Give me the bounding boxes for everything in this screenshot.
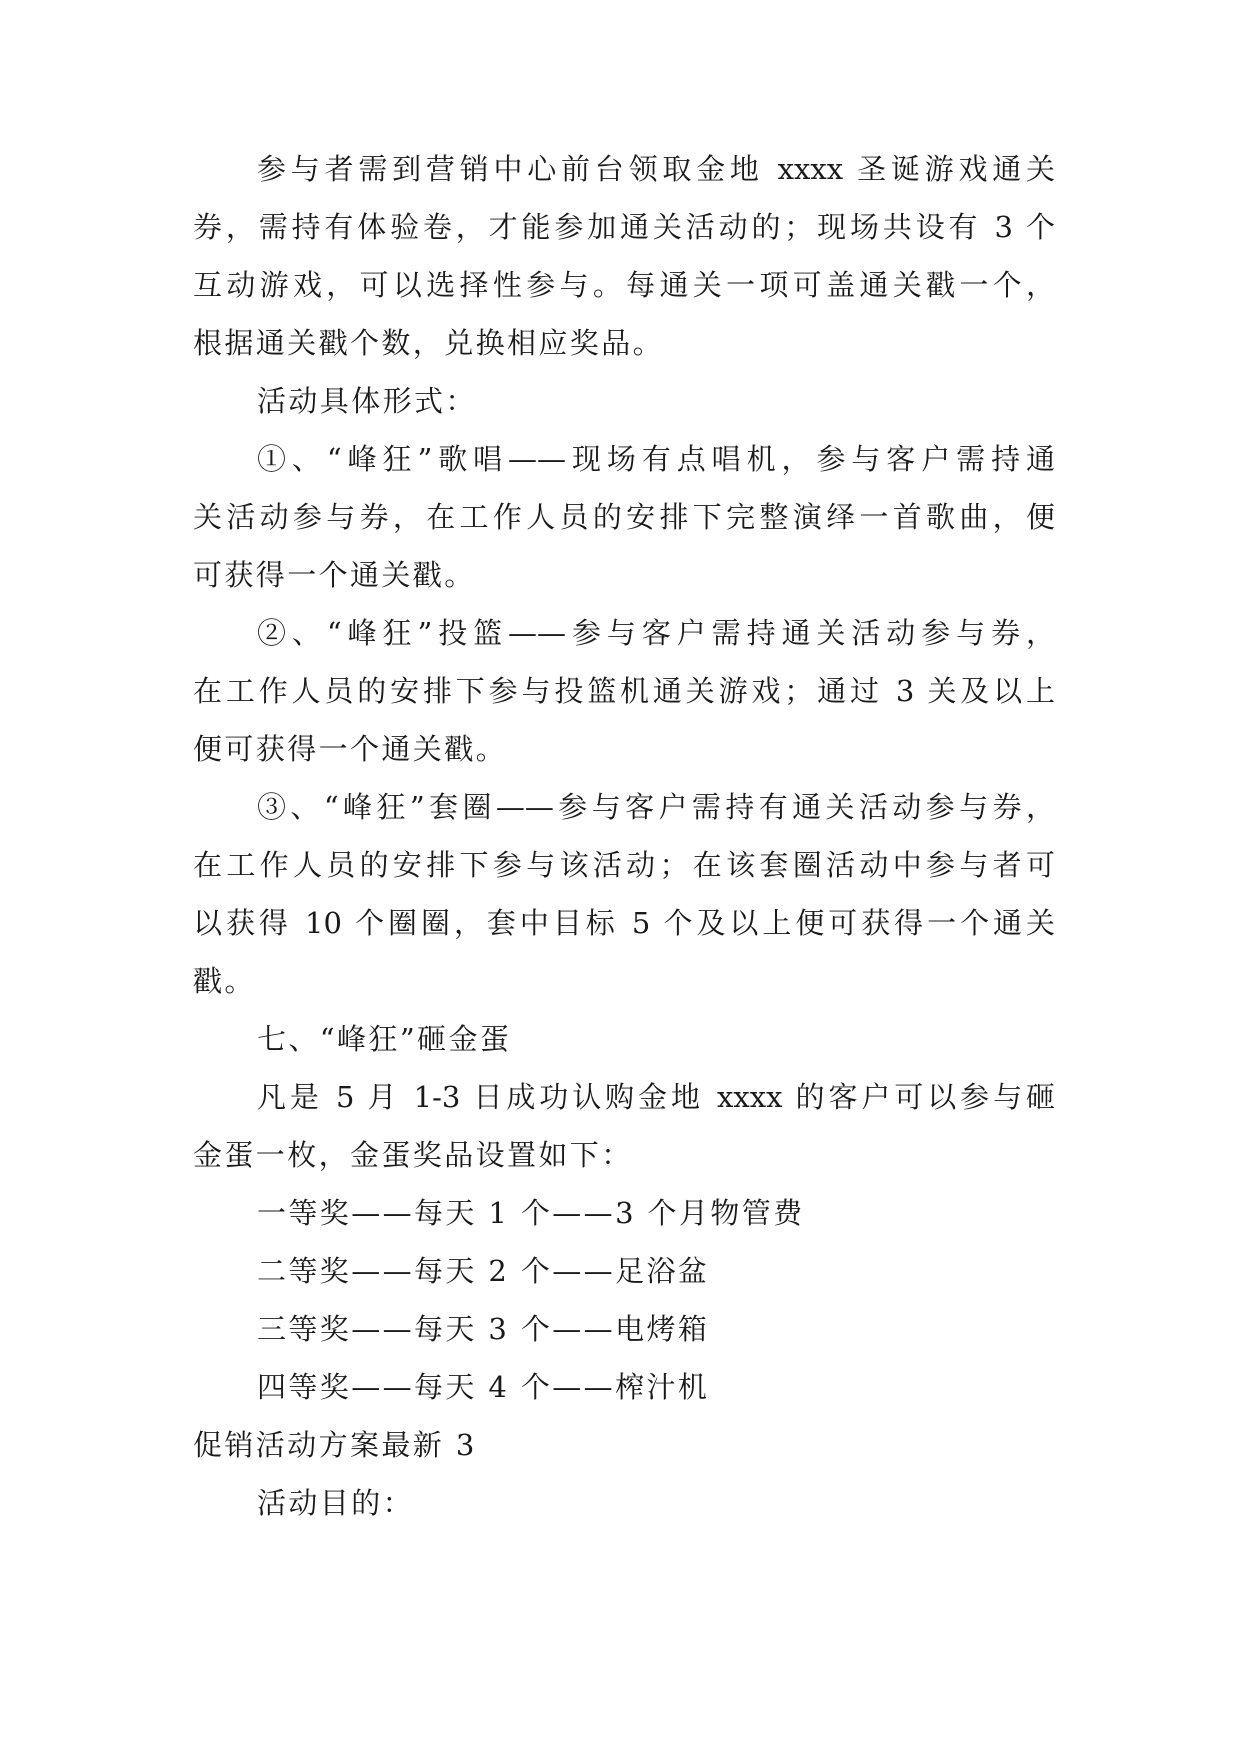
section-heading: 活动目的： xyxy=(257,1486,415,1520)
paragraph-line: 在工作人员的安排下参与投篮机通关游戏；通过 3 关及以上 xyxy=(193,674,1055,708)
paragraph-line: 互动游戏，可以选择性参与。每通关一项可盖通关戳一个， xyxy=(193,268,1055,302)
paragraph-line: 金蛋一枚，金蛋奖品设置如下： xyxy=(193,1138,633,1172)
section-heading: 活动具体形式： xyxy=(257,384,477,418)
prize-line: 一等奖——每天 1 个——3 个月物管费 xyxy=(257,1196,805,1230)
paragraph-line: 券，需持有体验卷，才能参加通关活动的；现场共设有 3 个 xyxy=(193,210,1055,244)
paragraph-line: 可获得一个通关戳。 xyxy=(193,558,476,592)
paragraph-line: 在工作人员的安排下参与该活动；在该套圈活动中参与者可 xyxy=(193,848,1055,882)
document-title: 促销活动方案最新 3 xyxy=(193,1428,477,1462)
prize-line: 二等奖——每天 2 个——足浴盆 xyxy=(257,1254,710,1288)
paragraph-line: 戳。 xyxy=(193,964,256,998)
paragraph-line: 参与者需到营销中心前台领取金地 xxxx 圣诞游戏通关 xyxy=(257,152,1055,186)
paragraph-line: 凡是 5 月 1-3 日成功认购金地 xxxx 的客户可以参与砸 xyxy=(257,1080,1055,1114)
paragraph-line: ②、“峰狂”投篮——参与客户需持通关活动参与券， xyxy=(257,616,1055,650)
paragraph-line: ①、“峰狂”歌唱——现场有点唱机，参与客户需持通 xyxy=(257,442,1055,476)
paragraph-line: ③、“峰狂”套圈——参与客户需持有通关活动参与券， xyxy=(257,790,1055,824)
section-heading: 七、“峰狂”砸金蛋 xyxy=(257,1022,512,1056)
paragraph-line: 以获得 10 个圈圈，套中目标 5 个及以上便可获得一个通关 xyxy=(193,906,1055,940)
paragraph-line: 关活动参与券，在工作人员的安排下完整演绎一首歌曲，便 xyxy=(193,500,1055,534)
paragraph-line: 根据通关戳个数，兑换相应奖品。 xyxy=(193,326,665,360)
prize-line: 四等奖——每天 4 个——榨汁机 xyxy=(257,1370,710,1404)
paragraph-line: 便可获得一个通关戳。 xyxy=(193,732,508,766)
prize-line: 三等奖——每天 3 个——电烤箱 xyxy=(257,1312,710,1346)
